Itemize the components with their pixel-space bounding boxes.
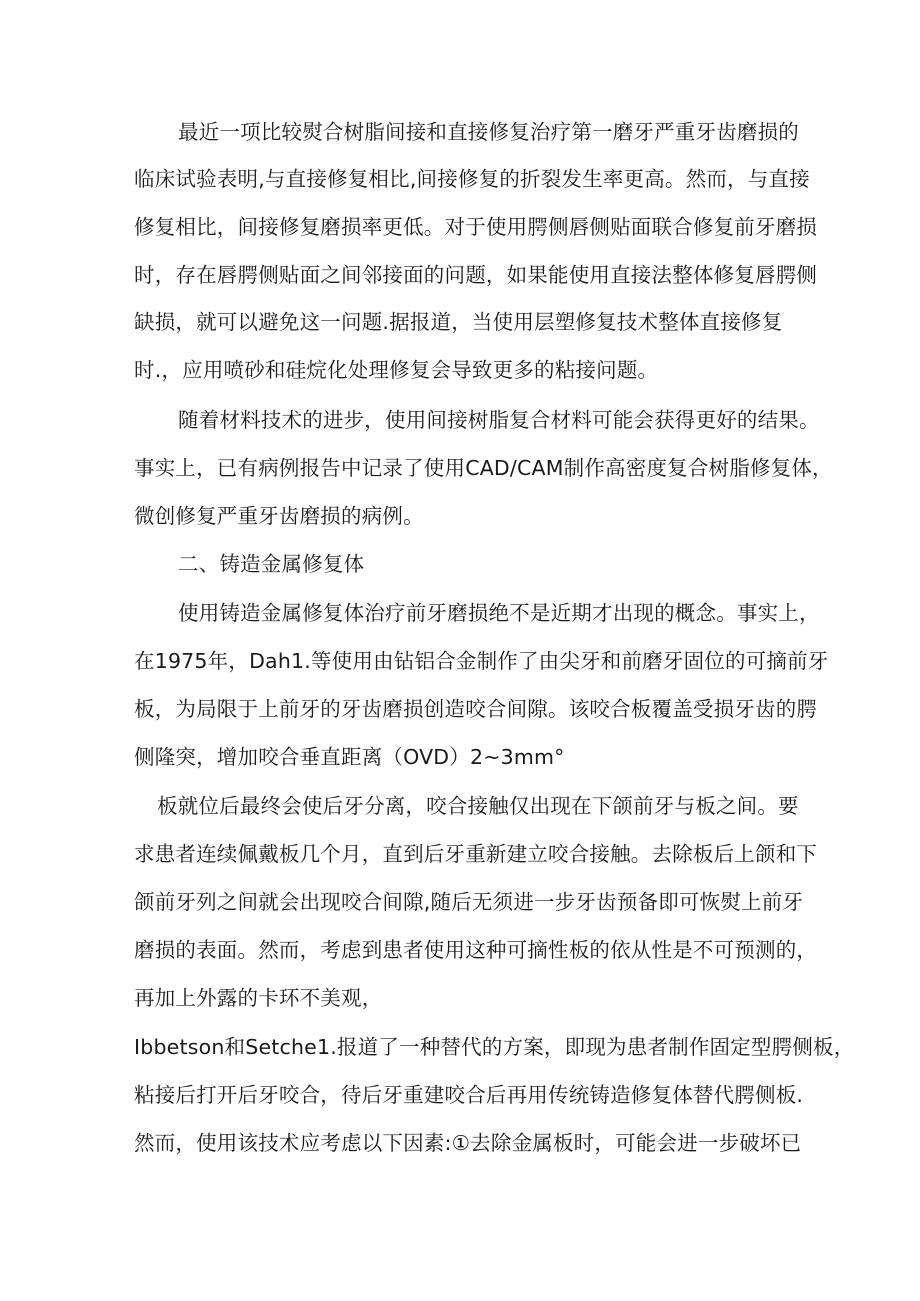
text-line: 求患者连续佩戴板几个月，直到后牙重新建立咬合接触。去除板后上颌和下 <box>134 842 818 866</box>
text-line: 在1975年，Dah1.等使用由钻铝合金制作了由尖牙和前磨牙固位的可摘前牙 <box>134 649 829 673</box>
section-heading: 二、铸造金属修复体 <box>178 552 365 576</box>
text-line: 板，为局限于上前牙的牙齿磨损创造咬合间隙。该咬合板覆盖受损牙齿的腭 <box>134 697 818 721</box>
text-line: 侧隆突，增加咬合垂直距离（OVD）2~3mm° <box>134 745 565 769</box>
text-line: 时，存在唇腭侧贴面之间邻接面的问题，如果能使用直接法整体修复唇腭侧 <box>134 263 818 287</box>
text-line: 临床试验表明,与直接修复相比,间接修复的折裂发生率更高。然而，与直接 <box>134 167 810 191</box>
text-line: 微创修复严重牙齿磨损的病例。 <box>134 504 424 528</box>
text-line: 磨损的表面。然而，考虑到患者使用这种可摘性板的依从性是不可预测的， <box>134 938 818 962</box>
text-line: 然而，使用该技术应考虑以下因素:①去除金属板时，可能会进一步破坏已 <box>134 1131 802 1155</box>
text-line: 随着材料技术的进步，使用间接树脂复合材料可能会获得更好的结果。 <box>178 408 820 432</box>
text-line: 时.，应用喷砂和硅烷化处理修复会导致更多的粘接问题。 <box>134 358 659 382</box>
text-line: 板就位后最终会使后牙分离，咬合接触仅出现在下颌前牙与板之间。要 <box>157 794 799 818</box>
text-line: 再加上外露的卡环不美观， <box>134 986 383 1010</box>
text-line: 修复相比，间接修复磨损率更低。对于使用腭侧唇侧贴面联合修复前牙磨损 <box>134 215 818 239</box>
text-line: 最近一项比较熨合树脂间接和直接修复治疗第一磨牙严重牙齿磨损的 <box>178 120 799 144</box>
text-line: Ibbetson和Setche1.报道了一种替代的方案，即现为患者制作固定型腭侧板， <box>134 1035 855 1059</box>
text-line: 事实上，已有病例报告中记录了使用CAD/CAM制作高密度复合树脂修复体， <box>134 456 833 480</box>
text-line: 颌前牙列之间就会出现咬合间隙,随后无须进一步牙齿预备即可恢熨上前牙 <box>134 890 804 914</box>
text-line: 使用铸造金属修复体治疗前牙磨损绝不是近期才出现的概念。事实上， <box>178 601 820 625</box>
text-line: 缺损，就可以避免这一问题.据报道，当使用层塑修复技术整体直接修复 <box>134 310 783 334</box>
text-line: 粘接后打开后牙咬合，待后牙重建咬合后再用传统铸造修复体替代腭侧板. <box>134 1083 804 1107</box>
